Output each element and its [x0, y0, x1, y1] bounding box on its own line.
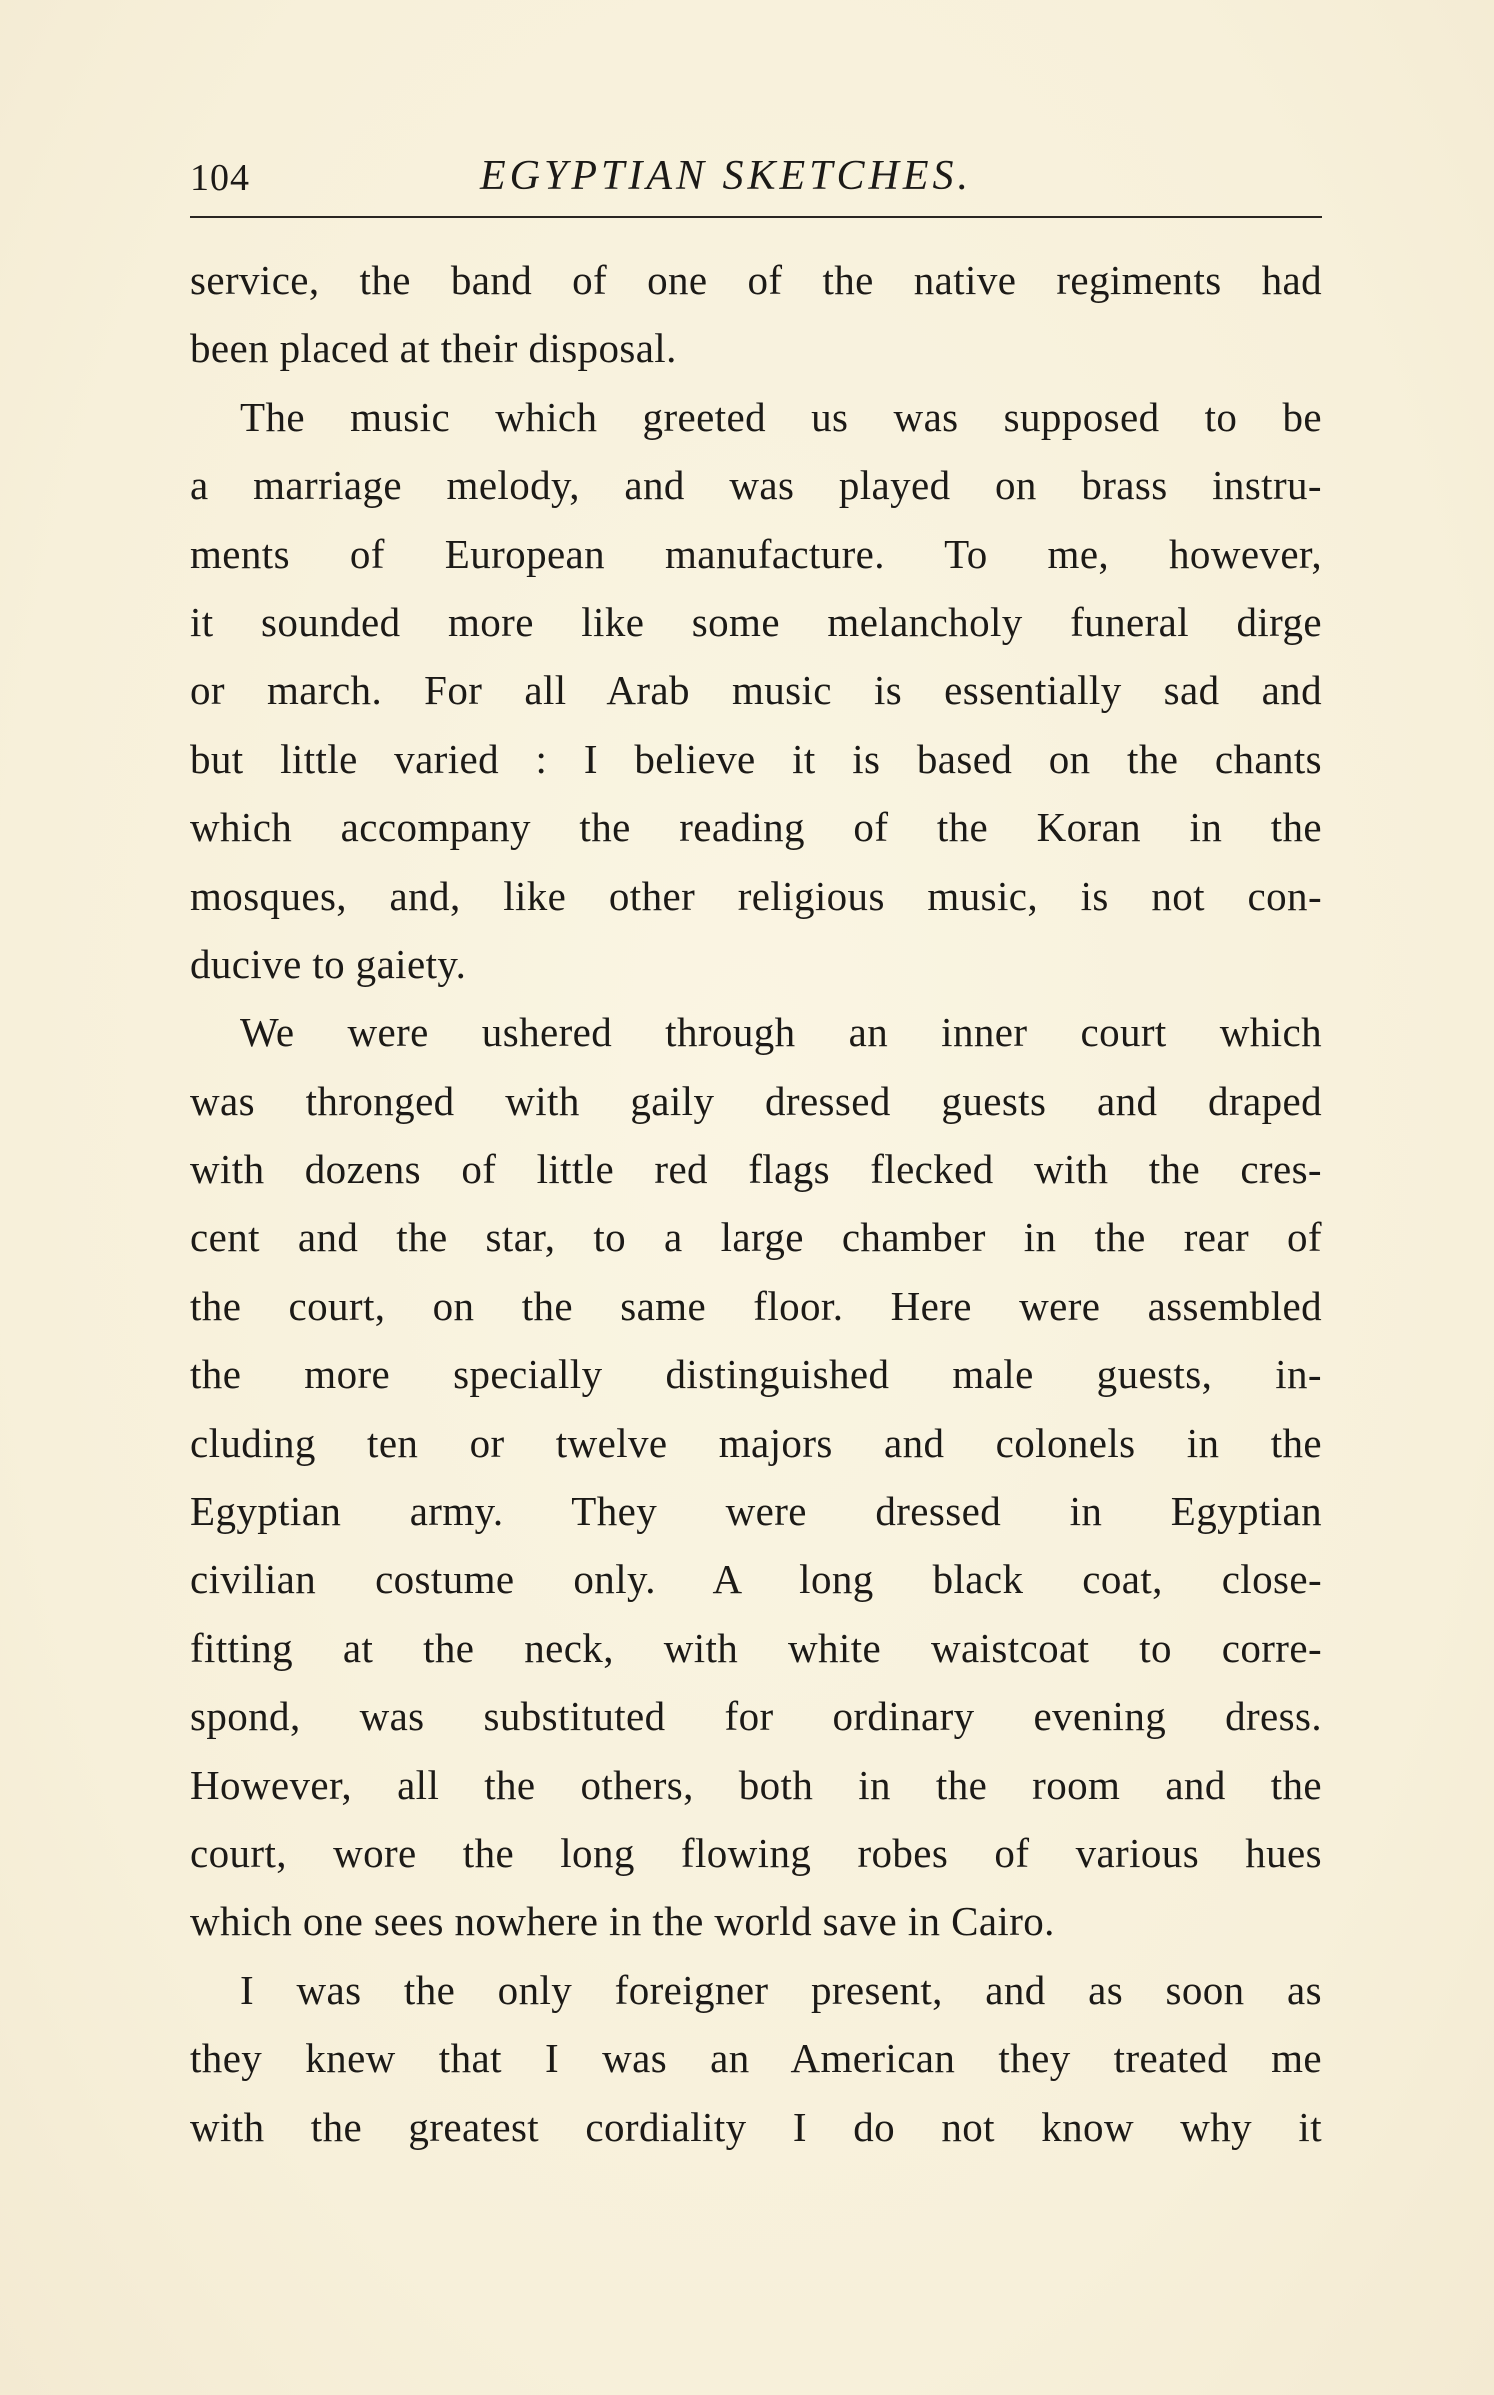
text-line: they knew that I was an American they treated me	[190, 2035, 1322, 2082]
text-line: service, the band of one of the native regiments had	[190, 257, 1322, 303]
text-line: it sounded more like some melancholy funeral dirge	[190, 598, 1322, 645]
text-line: a marriage melody, and was played on brass instru-	[190, 462, 1322, 509]
text-line: the more specially distinguished male guests, in-	[190, 1351, 1322, 1398]
text-line: mosques, and, like other religious music, is not con-	[190, 872, 1322, 919]
text-line: which one sees nowhere in the world save in Cairo.	[190, 1898, 1055, 1945]
text-line: cent and the star, to a large chamber in the rear of	[190, 1214, 1322, 1261]
text-line: ducive to gaiety.	[190, 940, 467, 987]
text-line: but little varied : I believe it is based on the chants	[190, 735, 1322, 782]
body-text	[190, 246, 1322, 2161]
page-number: 104	[190, 157, 250, 199]
header-rule	[190, 216, 1322, 218]
text-line: court, wore the long flowing robes of various hues	[190, 1829, 1322, 1876]
text-line: was thronged with gaily dressed guests and draped	[190, 1077, 1322, 1124]
text-line: Egyptian army. They were dressed in Egyptian	[190, 1488, 1322, 1535]
text-line: with dozens of little red flags flecked with the cres-	[190, 1146, 1322, 1193]
text-line: However, all the others, both in the room and the	[190, 1761, 1322, 1808]
text-line: the court, on the same floor. Here were assembled	[190, 1282, 1322, 1329]
running-head	[190, 152, 1322, 204]
text-line: or march. For all Arab music is essentially sad and	[190, 667, 1322, 714]
text-line: spond, was substituted for ordinary evening dress.	[190, 1693, 1322, 1740]
text-line: cluding ten or twelve majors and colonels in the	[190, 1419, 1322, 1466]
text-line: civilian costume only. A long black coat, close-	[190, 1556, 1322, 1603]
text-line: with the greatest cordiality I do not know why it	[190, 2103, 1322, 2150]
text-line: I was the only foreigner present, and as soon as	[240, 1966, 1322, 2013]
text-line: We were ushered through an inner court which	[240, 1009, 1322, 1056]
running-title: EGYPTIAN SKETCHES.	[480, 153, 973, 199]
text-line: been placed at their disposal.	[190, 325, 677, 372]
text-line: The music which greeted us was supposed to be	[240, 393, 1322, 440]
text-line: ments of European manufacture. To me, however,	[190, 530, 1322, 577]
text-line: fitting at the neck, with white waistcoat to corre-	[190, 1624, 1322, 1671]
text-line: which accompany the reading of the Koran in the	[190, 804, 1322, 851]
